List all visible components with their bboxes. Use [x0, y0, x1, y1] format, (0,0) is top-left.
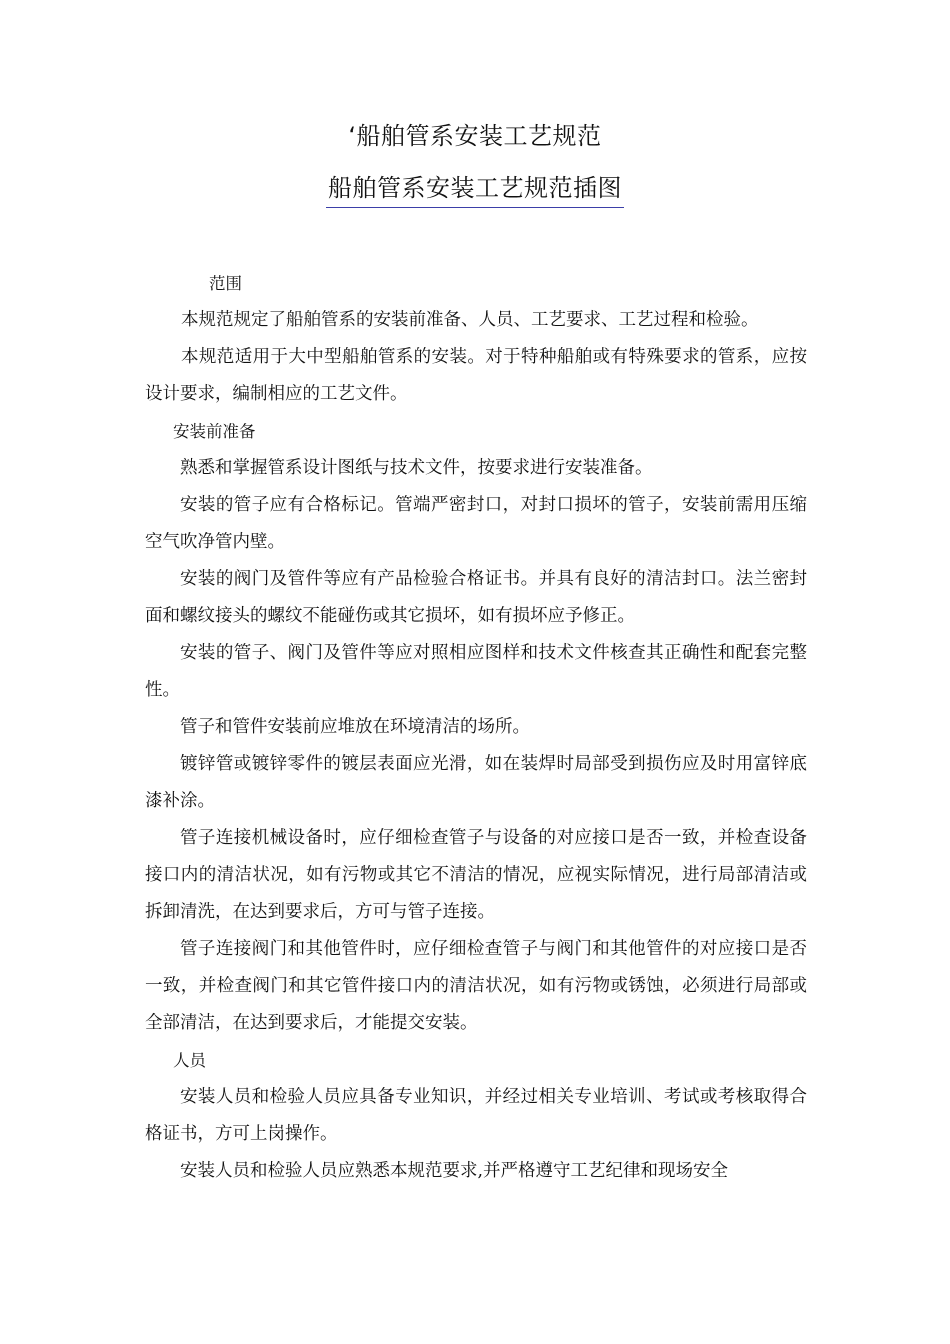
- document-subtitle-text: 船舶管系安装工艺规范插图: [326, 168, 624, 208]
- document-title: ‘船舶管系安装工艺规范: [348, 122, 602, 150]
- paragraph-personnel-1: 安装人员和检验人员应具备专业知识，并经过相关专业培训、考试或考核取得合格证书，方可上岗操作。: [145, 1087, 807, 1144]
- paragraph-preparation-5: 管子和管件安装前应堆放在环境清洁的场所。: [180, 717, 530, 737]
- document-body: [145, 265, 807, 1190]
- paragraph-preparation-8: 管子连接阀门和其他管件时，应仔细检查管子与阀门和其他管件的对应接口是否一致，并检查阀门和其它管件接口内的清洁状况，如有污物或锈蚀，必须进行局部或全部清洁，在达到要求后，才能提交安装。: [145, 939, 807, 1033]
- paragraph-preparation-4: 安装的管子、阀门及管件等应对照相应图样和技术文件核查其正确性和配套完整性。: [145, 643, 807, 700]
- paragraph-preparation-3: 安装的阀门及管件等应有产品检验合格证书。并具有良好的清洁封口。法兰密封面和螺纹接头的螺纹不能碰伤或其它损坏，如有损坏应予修正。: [145, 569, 807, 626]
- paragraph-scope-2: 本规范适用于大中型船舶管系的安装。对于特种船舶或有特殊要求的管系，应按设计要求，编制相应的工艺文件。: [145, 347, 807, 404]
- paragraph-preparation-7: 管子连接机械设备时，应仔细检查管子与设备的对应接口是否一致，并检查设备接口内的清洁状况，如有污物或其它不清洁的情况，应视实际情况，进行局部清洁或拆卸清洗，在达到要求后，方可与管子连接。: [145, 828, 807, 922]
- paragraph-personnel-2: 安装人员和检验人员应熟悉本规范要求,并严格遵守工艺纪律和现场安全: [180, 1161, 729, 1181]
- paragraph-scope-1: 本规范规定了船舶管系的安装前准备、人员、工艺要求、工艺过程和检验。: [181, 310, 759, 330]
- section-heading-personnel: 人员: [173, 1051, 206, 1070]
- section-heading-preparation: 安装前准备: [173, 422, 256, 441]
- paragraph-preparation-1: 熟悉和掌握管系设计图纸与技术文件，按要求进行安装准备。: [180, 458, 653, 478]
- paragraph-preparation-2: 安装的管子应有合格标记。管端严密封口，对封口损坏的管子，安装前需用压缩空气吹净管内壁。: [145, 495, 807, 552]
- paragraph-preparation-6: 镀锌管或镀锌零件的镀层表面应光滑，如在装焊时局部受到损伤应及时用富锌底漆补涂。: [145, 754, 807, 811]
- document-subtitle-link[interactable]: [0, 168, 950, 208]
- section-heading-scope: 范围: [209, 274, 242, 293]
